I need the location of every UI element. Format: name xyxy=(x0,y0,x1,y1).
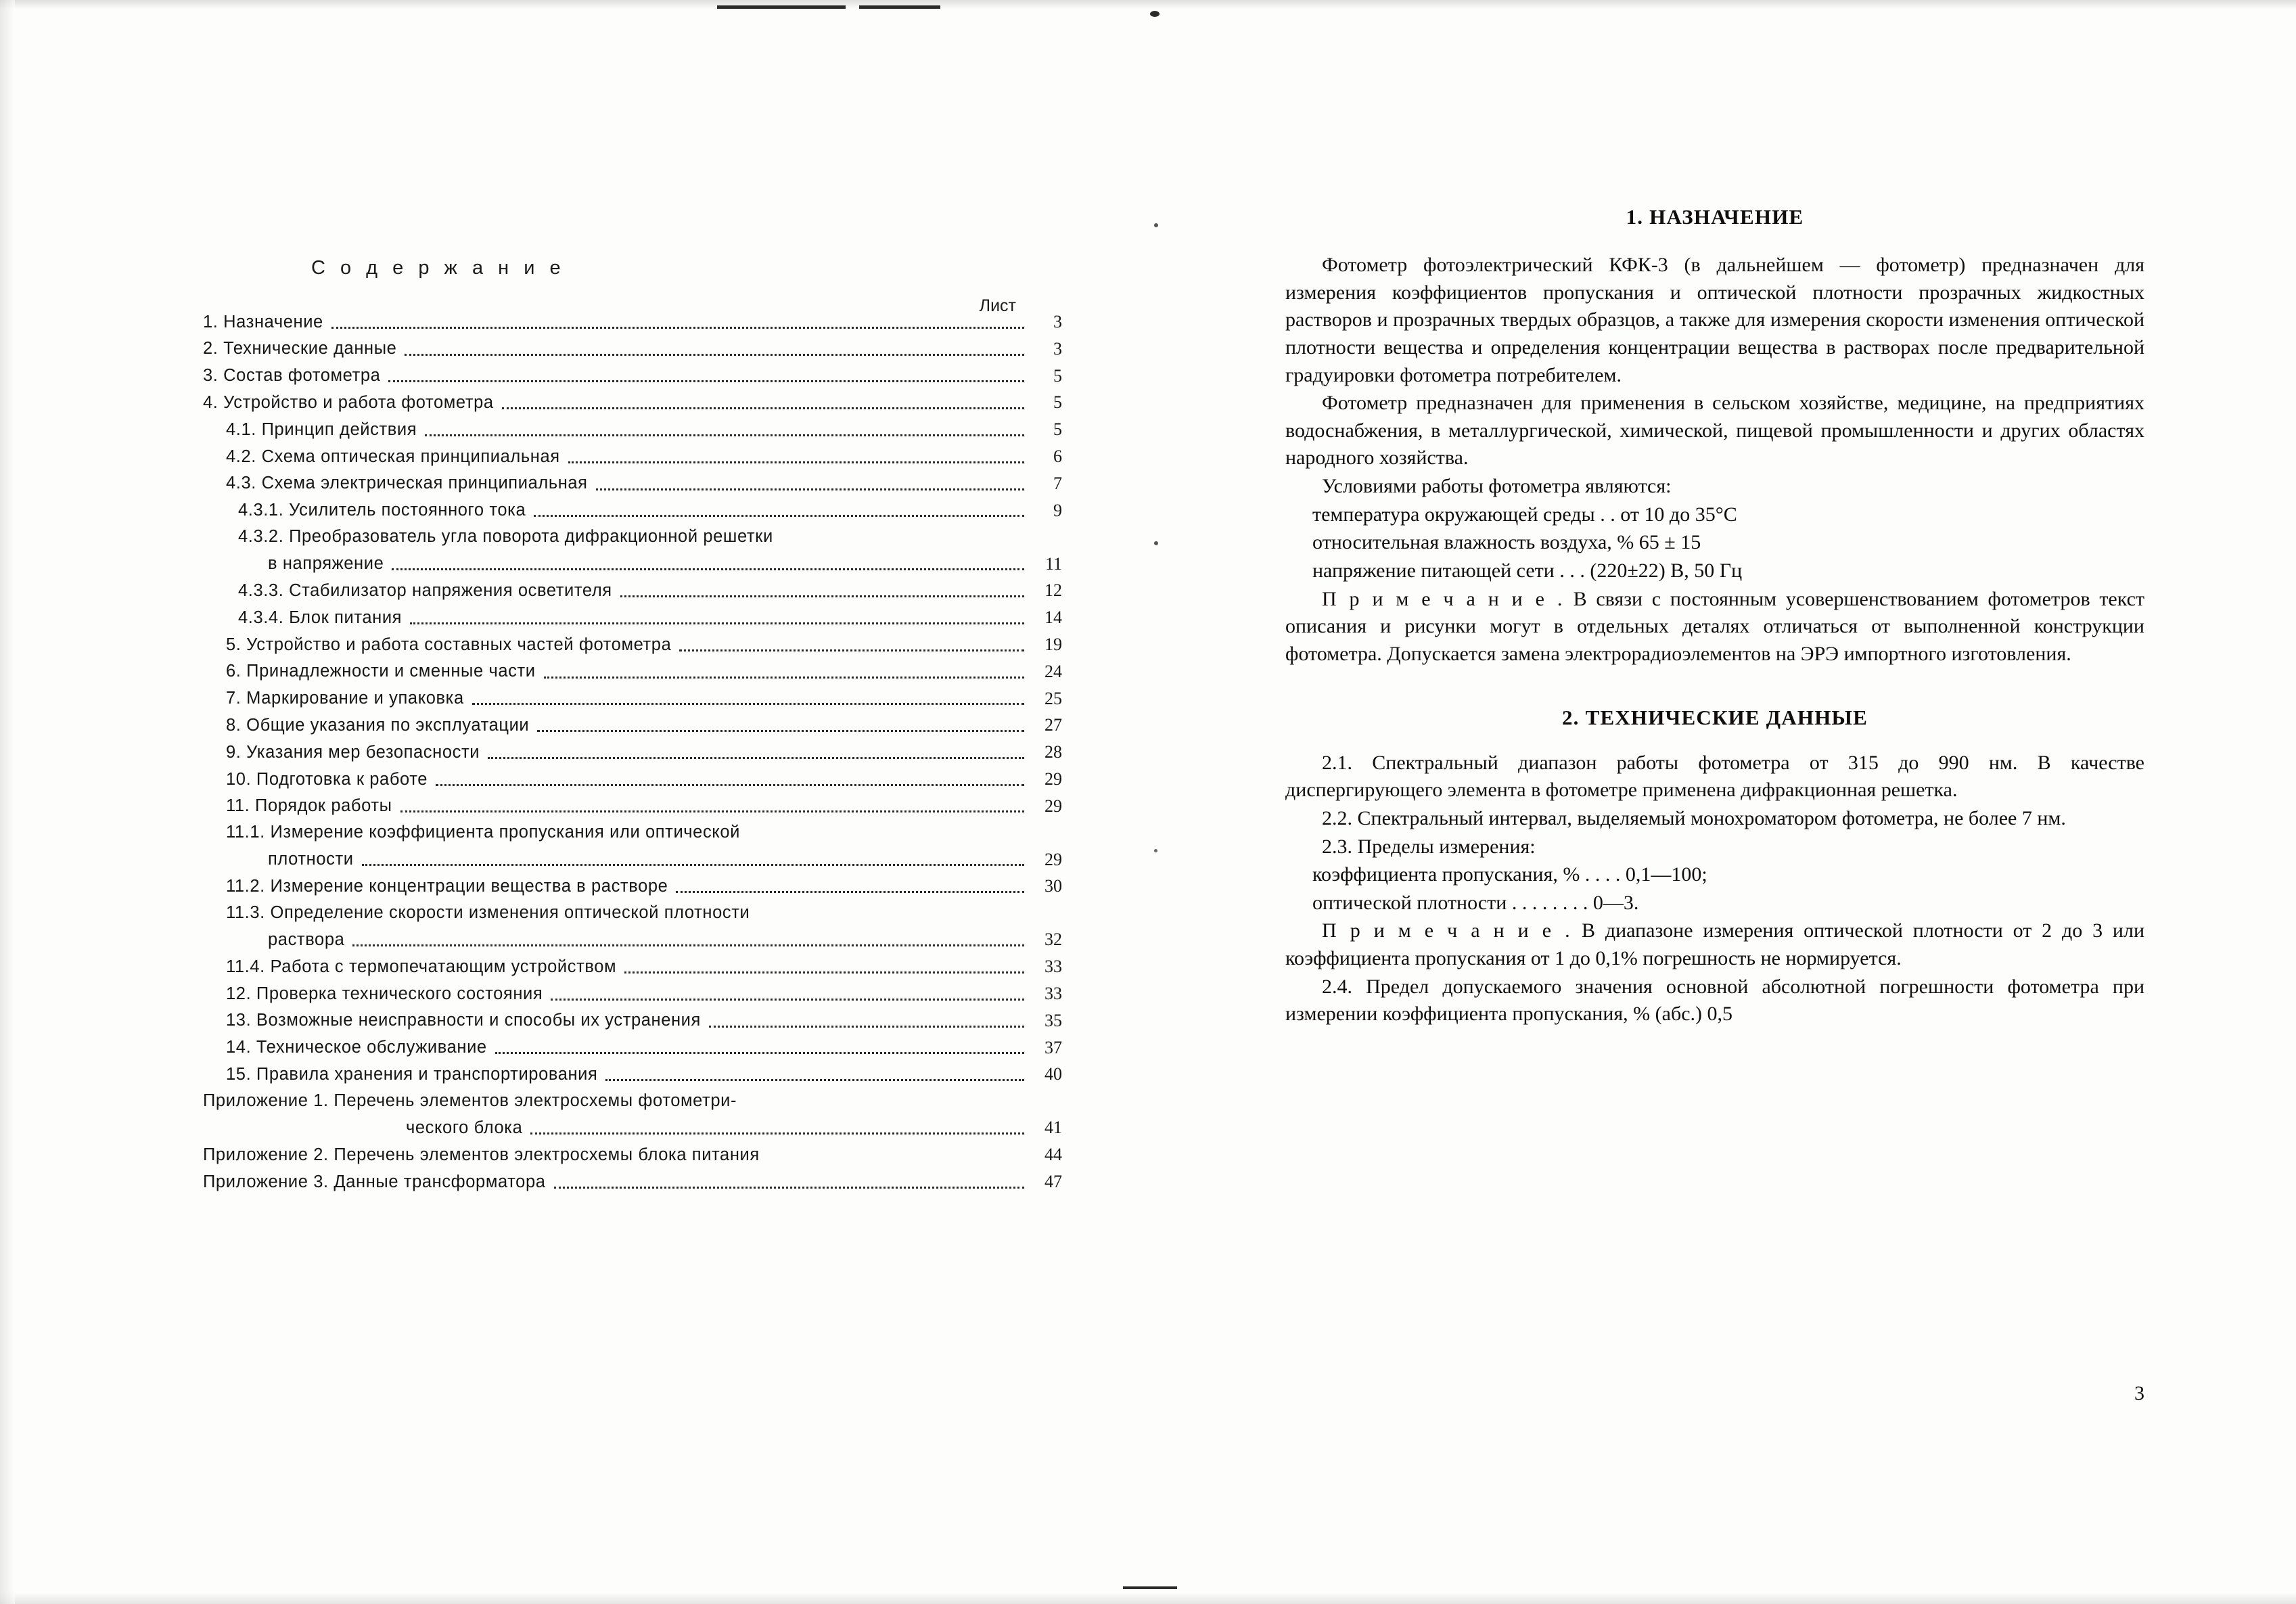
paragraph-2-4: 2.4. Предел допускаемого значения основной абсолютной погрешности фотометра при измерении коэффициента пропускания, % (абс.) 0,5 xyxy=(1285,975,2144,1026)
note-2-label: П р и м е ч а н и е . xyxy=(1322,919,1572,942)
toc-entry-leader xyxy=(530,1132,1024,1135)
limit-transmittance: коэффициента пропускания, % . . . . 0,1—100; xyxy=(1312,863,1707,886)
toc-entry-label: 14. Техническое обслуживание xyxy=(226,1038,487,1057)
toc-entry[interactable] xyxy=(203,902,1062,924)
toc-entry-leader xyxy=(410,622,1024,624)
toc-sheet-label: Лист xyxy=(979,296,1016,315)
crop-mark-top-right xyxy=(859,5,940,9)
toc-entry-page: 5 xyxy=(1053,365,1062,386)
toc-entry[interactable] xyxy=(203,928,1062,951)
paragraph-purpose-2: Фотометр предназначен для применения в сельском хозяйстве, медицине, на предприятиях водоснабжения, в металлургической, химической, пищевой промышленности и других областях народного хозяйства. xyxy=(1285,392,2144,469)
toc-entry-leader xyxy=(436,783,1024,786)
toc-entry[interactable] xyxy=(203,821,1062,844)
toc-entry-page: 19 xyxy=(1044,634,1062,654)
toc-entry[interactable] xyxy=(203,1116,1062,1139)
toc-entry-leader xyxy=(502,407,1024,409)
toc-list xyxy=(203,311,1062,1193)
toc-entry-leader xyxy=(537,729,1024,732)
toc-entry-label: 13. Возможные неисправности и способы их устранения xyxy=(226,1011,701,1030)
toc-entry-label: 4.2. Схема оптическая принципиальная xyxy=(226,446,560,466)
toc-entry[interactable] xyxy=(203,1036,1062,1059)
toc-entry[interactable] xyxy=(203,795,1062,818)
toc-entry[interactable] xyxy=(203,606,1062,629)
toc-entry[interactable] xyxy=(203,526,1062,548)
crop-mark-bottom xyxy=(1123,1586,1177,1589)
toc-entry-page: 41 xyxy=(1044,1118,1062,1138)
toc-entry-leader xyxy=(400,810,1024,812)
paragraph-2-3: 2.3. Пределы измерения: xyxy=(1322,835,1536,858)
paragraph-2-2: 2.2. Спектральный интервал, выделяемый монохроматором фотометра, не более 7 нм. xyxy=(1322,806,2066,829)
toc-entry-label: 1. Назначение xyxy=(203,312,323,331)
toc-entry-leader xyxy=(624,971,1024,973)
toc-entry-page: 7 xyxy=(1053,473,1062,493)
toc-title: С о д е р ж а н и е xyxy=(311,257,566,279)
note-2-text: В диапазоне измерения оптической плотности от 2 до 3 или коэффициента пропускания от 1 до 0,1% погрешность не нормируется. xyxy=(1285,919,2144,970)
toc-entry-page: 29 xyxy=(1044,849,1062,869)
toc-entry-label: 11.4. Работа с термопечатающим устройством xyxy=(226,957,617,976)
toc-entry[interactable] xyxy=(203,687,1062,710)
note-1 xyxy=(1285,586,2144,668)
toc-entry[interactable] xyxy=(203,768,1062,791)
toc-entry-leader xyxy=(472,702,1024,705)
toc-entry-label: 8. Общие указания по эксплуатации xyxy=(226,715,530,735)
toc-entry-label: 4.3.1. Усилитель постоянного тока xyxy=(238,501,526,520)
toc-entry-label: 4. Устройство и работа фотометра xyxy=(203,393,494,413)
toc-entry-leader xyxy=(620,595,1024,597)
toc-entry[interactable] xyxy=(203,660,1062,683)
condition-humidity: относительная влажность воздуха, % 65 ± 15 xyxy=(1312,531,1701,554)
scan-edge-left xyxy=(0,0,15,1604)
toc-entry-label: 4.1. Принцип действия xyxy=(226,419,417,439)
toc-entry[interactable] xyxy=(203,391,1062,414)
note-2 xyxy=(1285,917,2144,972)
toc-entry[interactable] xyxy=(203,633,1062,656)
toc-entry[interactable] xyxy=(203,741,1062,764)
toc-entry-leader xyxy=(748,839,1024,840)
toc-entry-page: 14 xyxy=(1044,608,1062,628)
toc-entry-leader xyxy=(554,1186,1024,1189)
toc-entry[interactable] xyxy=(203,1090,1062,1112)
crop-mark-dot xyxy=(1150,11,1160,17)
toc-entry-leader xyxy=(488,756,1024,759)
crop-mark-tick xyxy=(1154,223,1158,227)
note-1-label: П р и м е ч а н и е . xyxy=(1322,587,1564,610)
toc-entry[interactable] xyxy=(203,445,1062,468)
scan-edge-top xyxy=(0,0,2296,9)
toc-entry[interactable] xyxy=(203,982,1062,1005)
toc-entry-label: 4.3.4. Блок питания xyxy=(238,608,403,627)
toc-entry-page: 5 xyxy=(1053,419,1062,440)
toc-entry-page: 44 xyxy=(1044,1145,1062,1165)
toc-entry-page: 32 xyxy=(1044,930,1062,950)
toc-entry-label: 5. Устройство и работа составных частей фотометра xyxy=(226,635,672,654)
toc-entry-page: 37 xyxy=(1044,1037,1062,1057)
toc-entry-label: 4.3.3. Стабилизатор напряжения осветителя xyxy=(238,580,612,600)
toc-entry-leader xyxy=(425,434,1024,436)
toc-entry-label: 11.3. Определение скорости изменения оптической плотности xyxy=(226,903,750,923)
toc-entry-leader xyxy=(679,649,1024,651)
toc-entry-label: 12. Проверка технического состояния xyxy=(226,984,543,1003)
toc-entry-label: 11. Порядок работы xyxy=(226,796,392,816)
toc-entry-label: 7. Маркирование и упаковка xyxy=(226,689,464,708)
toc-entry-label: раствора xyxy=(268,930,345,950)
toc-entry-page: 11 xyxy=(1044,553,1062,574)
toc-entry-label: 4.3.2. Преобразователь угла поворота дифракционной решетки xyxy=(238,527,773,547)
toc-entry-leader xyxy=(596,488,1024,490)
toc-entry[interactable] xyxy=(203,714,1062,737)
section-2-heading: 2. ТЕХНИЧЕСКИЕ ДАННЫЕ xyxy=(1561,705,1868,729)
toc-entry-label: 11.2. Измерение концентрации вещества в растворе xyxy=(226,877,668,896)
toc-entry-label: 15. Правила хранения и транспортирования xyxy=(226,1065,598,1084)
toc-entry-label: 2. Технические данные xyxy=(203,339,397,359)
toc-entry[interactable] xyxy=(203,875,1062,898)
toc-entry-page: 29 xyxy=(1044,796,1062,816)
toc-entry-leader xyxy=(768,1161,1024,1162)
toc-entry-label: Приложение 3. Данные трансформатора xyxy=(203,1172,546,1191)
toc-entry-leader xyxy=(495,1051,1024,1054)
toc-entry[interactable] xyxy=(203,1170,1062,1193)
toc-entry-label: 3. Состав фотометра xyxy=(203,366,381,386)
toc-entry[interactable] xyxy=(203,338,1062,361)
toc-entry[interactable] xyxy=(203,418,1062,441)
scan-edge-bottom xyxy=(0,1592,2296,1604)
toc-entry-leader xyxy=(568,461,1024,463)
toc-entry-page: 12 xyxy=(1044,580,1062,601)
crop-mark-top-left xyxy=(717,5,846,9)
toc-entry-label: ческого блока xyxy=(406,1118,523,1137)
toc-entry-page: 28 xyxy=(1044,742,1062,762)
toc-entry-page: 30 xyxy=(1044,876,1062,896)
toc-entry[interactable] xyxy=(203,848,1062,871)
paragraph-purpose-1: Фотометр фотоэлектрический КФК-3 (в дальнейшем — фотометр) предназначен для измерения коэффициентов пропускания и оптической плотности прозрачных жидкостных растворов и прозрачных твердых образцов, а также для измерения скорости изменения оптической плотности вещества и определения концентрации вещества в растворах после предварительной градуировки фотометра потребителем. xyxy=(1285,254,2144,386)
crop-mark-tick xyxy=(1154,541,1158,545)
toc-entry-label: Приложение 1. Перечень элементов электросхемы фотометри- xyxy=(203,1091,737,1111)
toc-entry-page: 47 xyxy=(1044,1171,1062,1191)
toc-entry-leader xyxy=(605,1078,1024,1081)
toc-entry-page: 27 xyxy=(1044,715,1062,735)
toc-entry-leader xyxy=(544,676,1024,679)
toc-entry-leader xyxy=(676,890,1024,893)
toc-entry-page: 33 xyxy=(1044,983,1062,1003)
toc-entry-label: Приложение 2. Перечень элементов электросхемы блока питания xyxy=(203,1145,760,1164)
toc-entry-leader xyxy=(331,326,1024,329)
toc-entry-page: 40 xyxy=(1044,1064,1062,1084)
page-number: 3 xyxy=(2134,1382,2144,1404)
limit-optical-density: оптической плотности . . . . . . . . 0—3. xyxy=(1312,891,1639,914)
toc-entry[interactable] xyxy=(203,579,1062,602)
toc-entry-page: 25 xyxy=(1044,688,1062,708)
toc-entry-leader xyxy=(551,998,1024,1001)
toc-entry[interactable] xyxy=(203,955,1062,978)
toc-entry-page: 5 xyxy=(1053,392,1062,413)
toc-entry-page: 6 xyxy=(1053,446,1062,466)
toc-entry-leader xyxy=(388,380,1024,382)
section-1-heading: 1. НАЗНАЧЕНИЕ xyxy=(1626,205,1804,229)
toc-entry-label: 6. Принадлежности и сменные части xyxy=(226,662,536,681)
crop-mark-tick xyxy=(1154,849,1157,852)
paragraph-conditions-intro: Условиями работы фотометра являются: xyxy=(1322,475,1672,498)
body-column xyxy=(1285,203,2145,1404)
toc-entry-leader xyxy=(405,353,1024,356)
toc-entry[interactable] xyxy=(203,311,1062,334)
toc-entry[interactable] xyxy=(203,1063,1062,1086)
note-1-text: В связи с постоянным усовершенствованием фотометров текст описания и рисунки могут в отдельных деталях отличаться от выполненной конструкции фотометра. Допускается замена электрорадиоэлементов на ЭРЭ импортного изготовления. xyxy=(1285,587,2145,665)
toc-entry[interactable] xyxy=(203,472,1062,495)
toc-entry[interactable] xyxy=(203,553,1062,576)
toc-entry-page: 35 xyxy=(1044,1010,1062,1030)
toc-entry-label: 4.3. Схема электрическая принципиальная xyxy=(226,474,588,493)
toc-entry-page: 29 xyxy=(1044,769,1062,789)
toc-entry[interactable] xyxy=(203,1009,1062,1032)
condition-temperature: температура окружающей среды . . от 10 до 35°C xyxy=(1312,503,1737,526)
toc-entry-page: 3 xyxy=(1053,338,1062,359)
toc-entry-label: плотности xyxy=(268,850,354,869)
toc-entry-label: 9. Указания мер безопасности xyxy=(226,742,480,762)
toc-entry-page: 24 xyxy=(1044,661,1062,681)
toc-entry-leader xyxy=(534,514,1024,517)
toc-entry[interactable] xyxy=(203,365,1062,388)
toc-entry-leader xyxy=(709,1025,1024,1028)
toc-entry-page: 9 xyxy=(1053,500,1062,520)
toc-entry-label: 11.1. Измерение коэффициента пропускания или оптической xyxy=(226,823,740,842)
toc-entry-page: 33 xyxy=(1044,957,1062,977)
toc-entry[interactable] xyxy=(203,1143,1062,1166)
toc-entry[interactable] xyxy=(203,499,1062,522)
paragraph-2-1: 2.1. Спектральный диапазон работы фотометра от 315 до 990 нм. В качестве диспергирующего элемента в фотометре применена дифракционная решетка. xyxy=(1285,751,2144,802)
condition-voltage: напряжение питающей сети . . . (220±22) В, 50 Гц xyxy=(1312,559,1743,582)
toc-entry-leader xyxy=(352,944,1024,946)
toc-entry-leader xyxy=(781,543,1024,544)
toc-entry-label: в напряжение xyxy=(268,554,384,574)
table-of-contents xyxy=(203,257,1062,1197)
toc-entry-leader xyxy=(362,863,1024,866)
toc-entry-label: 10. Подготовка к работе xyxy=(226,769,428,789)
toc-entry-leader xyxy=(392,568,1024,570)
toc-entry-page: 3 xyxy=(1053,312,1062,331)
